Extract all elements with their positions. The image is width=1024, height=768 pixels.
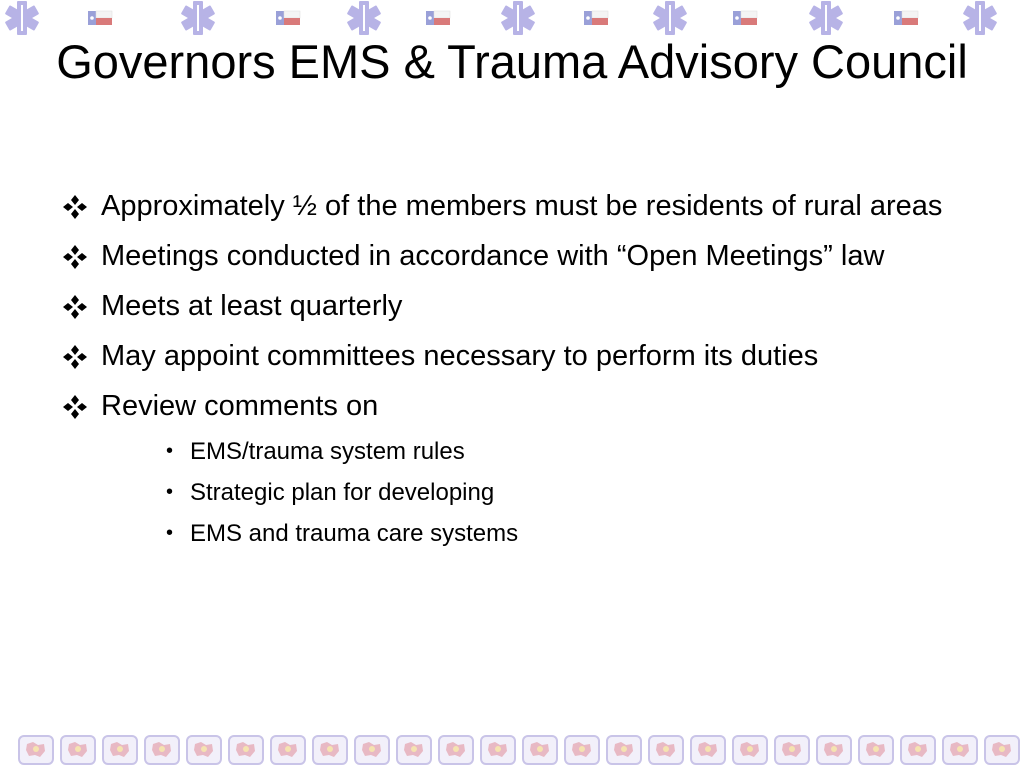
texas-flag-icon (276, 11, 300, 25)
texas-badge-icon (103, 736, 137, 764)
texas-badge-icon (985, 736, 1019, 764)
sub-bullet-marker: • (166, 440, 174, 462)
slide-title: Governors EMS & Trauma Advisory Council (56, 35, 968, 88)
texas-badge-icon (859, 736, 893, 764)
sub-bullet-list (62, 436, 992, 549)
texas-badge-icon (565, 736, 599, 764)
texas-badge-icon (607, 736, 641, 764)
bullet-text: Approximately ½ of the members must be residents of rural areas (101, 190, 943, 222)
bullet-item (62, 386, 992, 426)
texas-badge-icon (523, 736, 557, 764)
sub-bullet-item (62, 436, 992, 467)
bullet-item (62, 236, 992, 276)
texas-badge-icon (61, 736, 95, 764)
sub-bullet-text: Strategic plan for developing (190, 479, 495, 506)
bullet-text: May appoint committees necessary to perform its duties (101, 340, 819, 372)
bullet-text: Meets at least quarterly (101, 290, 403, 322)
diamond-quad-icon (62, 394, 88, 420)
texas-badge-icon (817, 736, 851, 764)
texas-badge-icon (187, 736, 221, 764)
texas-flag-icon (426, 11, 450, 25)
diamond-quad-icon (62, 244, 88, 270)
texas-badge-icon (691, 736, 725, 764)
texas-badge-icon (397, 736, 431, 764)
texas-badge-icon (145, 736, 179, 764)
texas-flag-icon (88, 11, 112, 25)
bullet-item (62, 186, 992, 226)
bullet-text: Review comments on (101, 390, 379, 422)
sub-bullet-item (62, 477, 992, 508)
texas-flag-icon (894, 11, 918, 25)
diamond-quad-icon (62, 294, 88, 320)
texas-badge-icon (775, 736, 809, 764)
sub-bullet-marker: • (166, 522, 174, 544)
bottom-decor-border (0, 732, 1024, 768)
texas-badge-icon (733, 736, 767, 764)
texas-badge-icon (19, 736, 53, 764)
texas-badge-icon (271, 736, 305, 764)
texas-badge-icon (901, 736, 935, 764)
texas-badge-icon (481, 736, 515, 764)
texas-flag-icon (733, 11, 757, 25)
diamond-quad-icon (62, 344, 88, 370)
texas-badge-icon (355, 736, 389, 764)
sub-bullet-marker: • (166, 481, 174, 503)
texas-badge-icon (229, 736, 263, 764)
texas-badge-icon (649, 736, 683, 764)
texas-badge-icon (943, 736, 977, 764)
bullet-item (62, 336, 992, 376)
diamond-quad-icon (62, 194, 88, 220)
texas-flag-icon (584, 11, 608, 25)
bullet-item (62, 286, 992, 326)
texas-badge-icon (313, 736, 347, 764)
bullet-text: Meetings conducted in accordance with “Open Meetings” law (101, 240, 885, 272)
sub-bullet-text: EMS and trauma care systems (190, 520, 519, 547)
sub-bullet-text: EMS/trauma system rules (190, 438, 465, 465)
bullet-list (62, 186, 992, 559)
texas-badge-icon (439, 736, 473, 764)
sub-bullet-item (62, 518, 992, 549)
